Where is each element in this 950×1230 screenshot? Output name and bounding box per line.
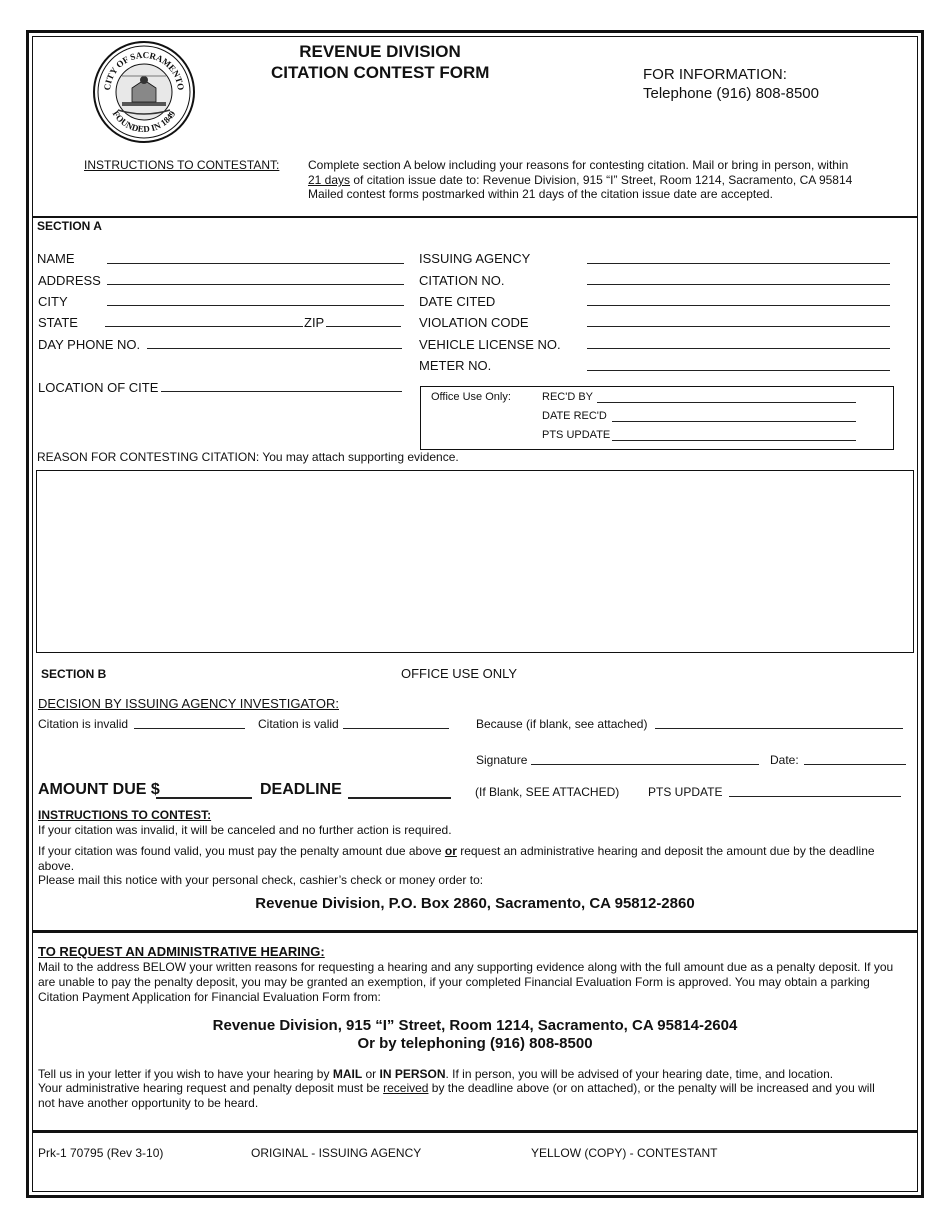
citation-valid-label: Citation is valid: [258, 717, 339, 731]
hearing-p2-in-person: IN PERSON: [379, 1067, 446, 1081]
state-label: STATE: [38, 315, 78, 330]
day-phone-label: DAY PHONE NO.: [38, 337, 141, 352]
address-label: ADDRESS: [38, 273, 101, 288]
vehicle-license-field[interactable]: [587, 348, 890, 349]
hearing-p3: [38, 1081, 878, 1110]
violation-code-field[interactable]: [587, 326, 890, 327]
pts-update-field-a[interactable]: [612, 440, 856, 441]
contest-p2: [38, 844, 908, 873]
section-a-heading: SECTION A: [37, 219, 102, 233]
name-field[interactable]: [107, 263, 404, 264]
form-number: Prk-1 70795 (Rev 3-10): [38, 1146, 164, 1160]
info-label: FOR INFORMATION:: [643, 66, 787, 83]
citation-no-field[interactable]: [587, 284, 890, 285]
signature-label: Signature: [476, 753, 528, 767]
because-field[interactable]: [655, 728, 903, 729]
contest-p2-end: request an administrative hearing and deposit the amount due by the deadline above.: [38, 844, 875, 873]
location-field[interactable]: [161, 391, 402, 392]
citation-invalid-label: Citation is invalid: [38, 717, 129, 731]
hearing-p1: Mail to the address BELOW your written reasons for requesting a hearing and any supporting evidence along with the full amount due as a penalty deposit. If you are unable to pay the penalty deposit, you may be granted an exemption, if your completed Financial Evaluation Form is approved. You may obtain a parking Citation Payment Application for Financial Evaluation Form from:: [38, 960, 894, 1004]
footer-copy: YELLOW (COPY) - CONTESTANT: [531, 1146, 718, 1160]
signature-field[interactable]: [531, 764, 759, 765]
hearing-address-line1: Revenue Division, 915 “I” Street, Room 1214, Sacramento, CA 95814-2604: [212, 1017, 738, 1034]
date-label-b: Date:: [770, 753, 799, 767]
footer-original: ORIGINAL - ISSUING AGENCY: [251, 1146, 422, 1160]
location-label: LOCATION OF CITE: [38, 380, 159, 395]
recd-by-label: REC'D BY: [542, 391, 593, 403]
contest-mail-address: Revenue Division, P.O. Box 2860, Sacramento, CA 95812-2860: [255, 895, 695, 912]
date-recd-field[interactable]: [612, 421, 856, 422]
hearing-p2-or: or: [362, 1067, 380, 1081]
meter-no-field[interactable]: [587, 370, 890, 371]
instructions-label: INSTRUCTIONS TO CONTESTANT:: [84, 158, 280, 172]
instructions-line2: [308, 173, 852, 187]
issuing-agency-label: ISSUING AGENCY: [419, 251, 531, 266]
hearing-p2-b: . If in person, you will be advised of your hearing date, time, and location.: [445, 1067, 834, 1081]
citation-valid-field[interactable]: [343, 728, 449, 729]
title-revenue-division: REVENUE DIVISION: [299, 42, 461, 61]
title-citation-contest-form: CITATION CONTEST FORM: [271, 63, 490, 82]
violation-code-label: VIOLATION CODE: [419, 315, 529, 330]
date-field-b[interactable]: [804, 764, 906, 765]
hearing-p2-a: Tell us in your letter if you wish to have your hearing by: [38, 1067, 333, 1081]
vehicle-license-label: VEHICLE LICENSE NO.: [419, 337, 561, 352]
date-recd-label: DATE REC'D: [542, 410, 607, 422]
info-phone: Telephone (916) 808-8500: [643, 85, 819, 102]
issuing-agency-field[interactable]: [587, 263, 890, 264]
city-field[interactable]: [107, 305, 404, 306]
because-label: Because (if blank, see attached): [476, 717, 648, 731]
hearing-heading: TO REQUEST AN ADMINISTRATIVE HEARING:: [38, 944, 325, 959]
deadline-label: DEADLINE: [260, 781, 342, 798]
svg-text:FOUNDED IN 1849: FOUNDED IN 1849: [110, 108, 178, 135]
hearing-address-line2: Or by telephoning (916) 808-8500: [357, 1035, 593, 1052]
hearing-p3-b: by the deadline above (or on attached), or the penalty will be increased and you will not have another opportunity to be heard.: [38, 1081, 875, 1110]
citation-no-label: CITATION NO.: [419, 273, 505, 288]
divider-hearing: [32, 930, 918, 933]
contest-p2-or: or: [444, 844, 457, 858]
contest-p3: Please mail this notice with your personal check, cashier’s check or money order to:: [38, 873, 484, 887]
day-phone-field[interactable]: [147, 348, 402, 349]
amount-due-field[interactable]: [156, 797, 252, 799]
instructions-21-days: 21 days: [308, 173, 351, 187]
section-b-heading: SECTION B: [41, 667, 107, 681]
pts-update-label-b: PTS UPDATE: [648, 785, 723, 799]
recd-by-field[interactable]: [597, 402, 856, 403]
hearing-p3-received: received: [383, 1081, 429, 1095]
date-cited-field[interactable]: [587, 305, 890, 306]
reason-textarea[interactable]: [36, 470, 914, 653]
contest-p1: If your citation was invalid, it will be canceled and no further action is required.: [38, 823, 452, 837]
decision-label: DECISION BY ISSUING AGENCY INVESTIGATOR:: [38, 696, 339, 711]
address-field[interactable]: [107, 284, 404, 285]
hearing-p2: [38, 1067, 833, 1081]
name-label: NAME: [37, 251, 75, 266]
amount-due-label: AMOUNT DUE $: [38, 781, 160, 798]
city-seal-icon: [92, 40, 196, 144]
office-use-only-label: OFFICE USE ONLY: [401, 666, 518, 681]
hearing-p3-a: Your administrative hearing request and penalty deposit must be: [38, 1081, 384, 1095]
divider-footer: [32, 1130, 918, 1133]
meter-no-label: METER NO.: [419, 358, 492, 373]
pts-update-field-b[interactable]: [729, 796, 901, 797]
date-cited-label: DATE CITED: [419, 294, 496, 309]
reason-label: REASON FOR CONTESTING CITATION: You may attach supporting evidence.: [37, 450, 459, 464]
if-blank-label: (If Blank, SEE ATTACHED): [475, 785, 620, 799]
hearing-p2-mail: MAIL: [332, 1067, 363, 1081]
contest-instructions-heading: INSTRUCTIONS TO CONTEST:: [38, 808, 212, 822]
svg-text:CITY OF SACRAMENTO: CITY OF SACRAMENTO: [101, 49, 187, 91]
divider-section-a: [32, 216, 918, 218]
instructions-line2-rest: of citation issue date to: Revenue Division, 915 “I” Street, Room 1214, Sacramento, CA 95814: [350, 173, 853, 187]
zip-label: ZIP: [304, 315, 325, 330]
state-field[interactable]: [105, 326, 303, 327]
pts-update-label-a: PTS UPDATE: [542, 429, 611, 441]
zip-field[interactable]: [326, 326, 401, 327]
deadline-field[interactable]: [348, 797, 451, 799]
instructions-line3: Mailed contest forms postmarked within 21 days of the citation issue date are accepted.: [308, 187, 773, 201]
citation-invalid-field[interactable]: [134, 728, 245, 729]
instructions-line1: Complete section A below including your reasons for contesting citation. Mail or bring in person, within: [308, 158, 849, 172]
contest-p2-start: If your citation was found valid, you must pay the penalty amount due above: [38, 844, 445, 858]
city-label: CITY: [38, 294, 68, 309]
office-use-label: Office Use Only:: [431, 391, 511, 403]
